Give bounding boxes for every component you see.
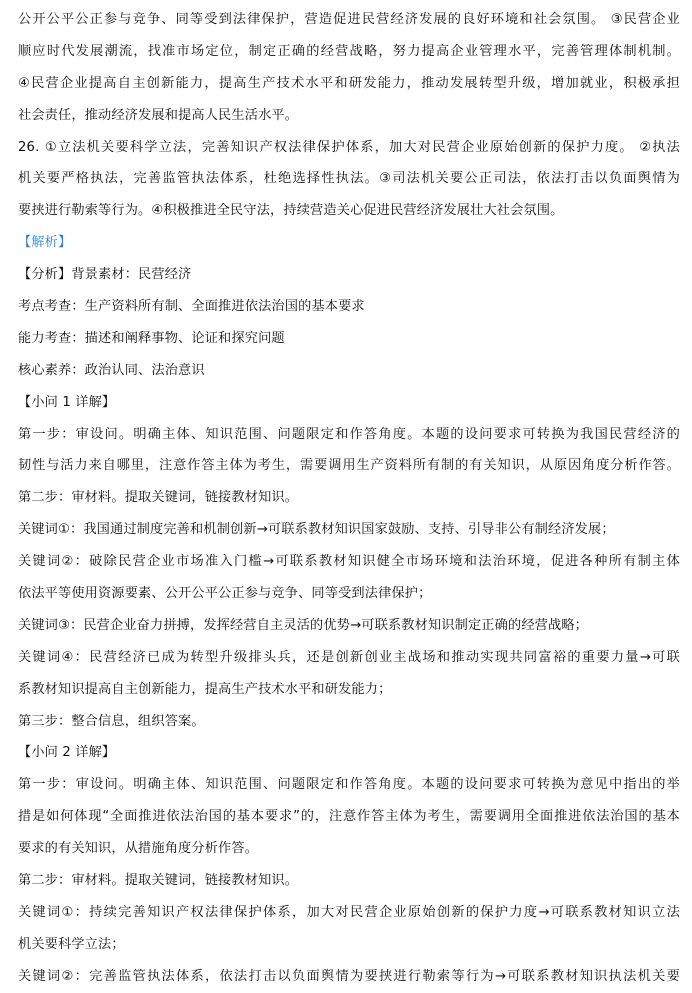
keyword-line: 关键词①：我国通过制度完善和机制创新→可联系教材知识国家鼓励、支持、引导非公有制经济发展； <box>18 522 615 538</box>
step-text-line: 措是如何体现“全面推进依法治国的基本要求”的，注意作答主体为考生，需要调用全面推进依法治国的基本 <box>18 809 680 825</box>
step-text-line: 第三步：整合信息，组织答案。 <box>18 713 205 729</box>
step-text-line: 韧性与活力来自哪里，注意作答主体为考生，需要调用生产资料所有制的有关知识，从原因角度分析作答。 <box>18 458 680 474</box>
answer-text-line: 公开公平公正参与竞争、同等受到法律保护，营造促进民营经济发展的良好环境和社会氛围。 ③民营企业 <box>18 12 680 27</box>
step-text-line: 要求的有关知识，从措施角度分析作答。 <box>18 841 259 857</box>
step-text-line: 第一步：审设问。明确主体、知识范围、问题限定和作答角度。本题的设问要求可转换为我国民营经济的 <box>18 426 680 442</box>
answer-26-line: 要挟进行勒索等行为。④积极推进全民守法，持续营造关心促进民营经济发展壮大社会氛围。 <box>18 203 564 219</box>
step-text-line: 第一步：审设问。明确主体、知识范围、问题限定和作答角度。本题的设问要求可转换为意见中指出的举 <box>18 777 680 793</box>
core-literacy-line: 核心素养：政治认同、法治意识 <box>18 362 205 378</box>
keyword-line: 关键词①：持续完善知识产权法律保护体系，加大对民营企业原始创新的保护力度→可联系教材知识立法 <box>18 904 680 920</box>
keyword-line: 系教材知识提高自主创新能力，提高生产技术水平和研发能力； <box>18 681 392 697</box>
keyword-line: 关键词③：民营企业奋力拼搏，发挥经营自主灵活的优势→可联系教材知识制定正确的经营战略； <box>18 617 589 633</box>
analysis-background-line: 【分析】背景素材：民营经济 <box>18 267 192 283</box>
keyword-line: 依法平等使用资源要素、公开公平公正参与竞争、同等受到法律保护； <box>18 586 432 602</box>
answer-text-line: 顺应时代发展潮流，找准市场定位，制定正确的经营战略，努力提高企业管理水平，完善管理体制机制。 <box>18 43 680 59</box>
subquestion-2-heading: 【小问 2 详解】 <box>18 745 116 761</box>
exam-points-line: 考点考查：生产资料所有制、全面推进依法治国的基本要求 <box>18 299 365 315</box>
subquestion-1-heading: 【小问 1 详解】 <box>18 394 116 410</box>
keyword-line: 关键词②：破除民营企业市场准入门槛→可联系教材知识健全市场环境和法治环境，促进各种所有制主体 <box>18 554 680 570</box>
keyword-line: 机关要科学立法； <box>18 936 125 952</box>
answer-text-line: ④民营企业提高自主创新能力，提高生产技术水平和研发能力，推动发展转型升级，增加就业，积极承担 <box>18 75 680 91</box>
step-text-line: 第二步：审材料。提取关键词，链接教材知识。 <box>18 873 299 889</box>
analysis-heading: 【解析】 <box>18 235 72 251</box>
keyword-line: 关键词②：完善监管执法体系，依法打击以负面舆情为要挟进行勒索等行为→可联系教材知识执法机关要 <box>18 968 680 984</box>
ability-line: 能力考查：描述和阐释事物、论证和探究问题 <box>18 330 285 346</box>
answer-26-line: 26. ①立法机关要科学立法，完善知识产权法律保护体系，加大对民营企业原始创新的保护力度。 ②执法 <box>18 139 680 155</box>
step-text-line: 第二步：审材料。提取关键词，链接教材知识。 <box>18 490 299 506</box>
answer-text-line: 社会责任，推动经济发展和提高人民生活水平。 <box>18 107 299 123</box>
answer-26-line: 机关要严格执法，完善监管执法体系，杜绝选择性执法。③司法机关要公正司法，依法打击以负面舆情为 <box>18 171 680 187</box>
keyword-line: 关键词④：民营经济已成为转型升级排头兵，还是创新创业主战场和推动实现共同富裕的重要力量→可联 <box>18 649 680 665</box>
